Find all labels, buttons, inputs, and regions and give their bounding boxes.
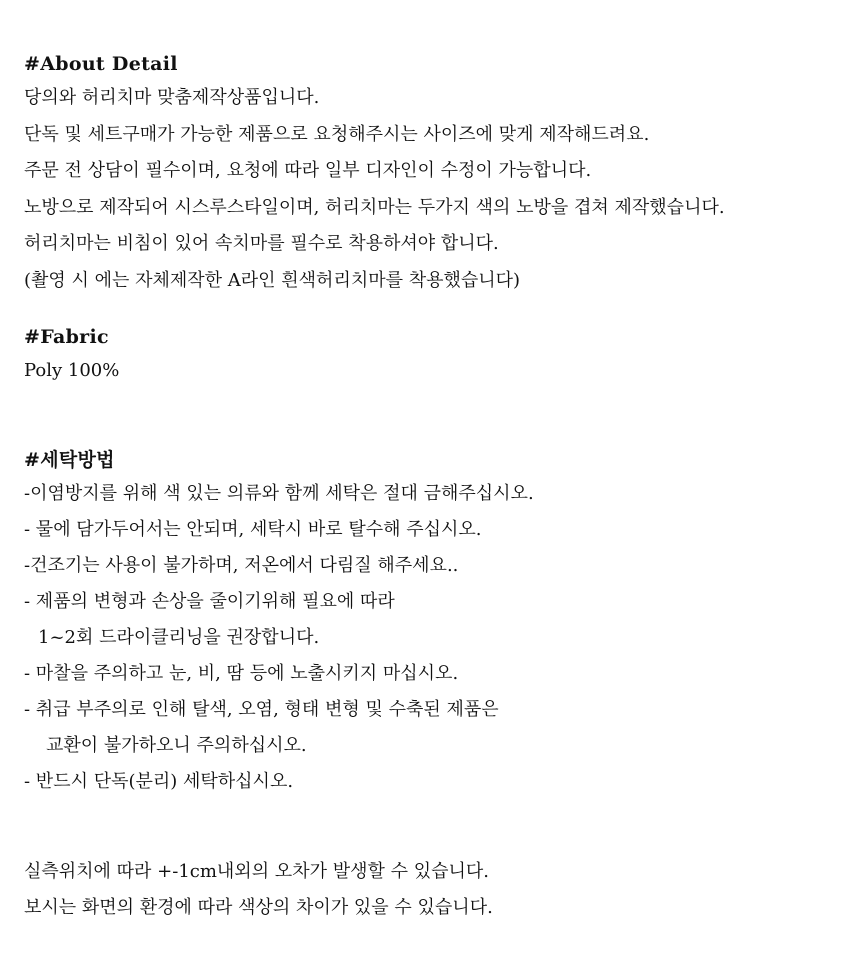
care-line: - 물에 담가두어서는 안되며, 세탁시 바로 탈수해 주십시오. xyxy=(24,518,482,540)
about-line: 허리치마는 비침이 있어 속치마를 필수로 착용하셔야 합니다. xyxy=(24,233,499,254)
notes-section xyxy=(24,854,844,927)
care-line: 교환이 불가하오니 주의하십시오. xyxy=(46,734,307,756)
fabric-heading: #Fabric xyxy=(24,326,109,348)
about-detail-section xyxy=(24,48,844,299)
about-line: 노방으로 제작되어 시스루스타일이며, 허리치마는 두가지 색의 노방을 겹쳐 제작했습니다. xyxy=(24,196,725,218)
care-line: -건조기는 사용이 불가하며, 저온에서 다림질 해주세요.. xyxy=(24,554,459,576)
fabric-section xyxy=(24,321,844,390)
care-heading: #세탁방법 xyxy=(24,448,115,471)
note-line: 실측위치에 따라 +-1cm내외의 오차가 발생할 수 있습니다. xyxy=(24,860,489,882)
about-line: 당의와 허리치마 맞춤제작상품입니다. xyxy=(24,87,320,108)
fabric-value: Poly 100% xyxy=(24,360,120,381)
care-line: - 제품의 변형과 손상을 줄이기위해 필요에 따라 xyxy=(24,590,395,612)
section-spacer xyxy=(24,390,844,444)
about-line: 단독 및 세트구매가 가능한 제품으로 요청해주시는 사이즈에 맞게 제작해드려요. xyxy=(24,123,650,145)
care-section xyxy=(24,444,844,800)
about-detail-heading: #About Detail xyxy=(24,53,178,75)
note-line: 보시는 화면의 환경에 따라 색상의 차이가 있을 수 있습니다. xyxy=(24,897,493,918)
care-line: -이염방지를 위해 색 있는 의류와 함께 세탁은 절대 금해주십시오. xyxy=(24,482,534,504)
care-line: - 반드시 단독(분리) 세탁하십시오. xyxy=(24,770,294,792)
section-spacer xyxy=(24,800,844,854)
care-line: 1~2회 드라이클리닝을 권장합니다. xyxy=(38,626,320,648)
care-line: - 취급 부주의로 인해 탈색, 오염, 형태 변형 및 수축된 제품은 xyxy=(24,698,499,720)
section-spacer xyxy=(24,299,844,321)
product-detail-document xyxy=(24,48,844,927)
about-line: 주문 전 상담이 필수이며, 요청에 따라 일부 디자인이 수정이 가능합니다. xyxy=(24,160,592,181)
about-line: (촬영 시 에는 자체제작한 A라인 흰색허리치마를 착용했습니다) xyxy=(24,269,521,291)
care-line: - 마찰을 주의하고 눈, 비, 땀 등에 노출시키지 마십시오. xyxy=(24,662,459,684)
